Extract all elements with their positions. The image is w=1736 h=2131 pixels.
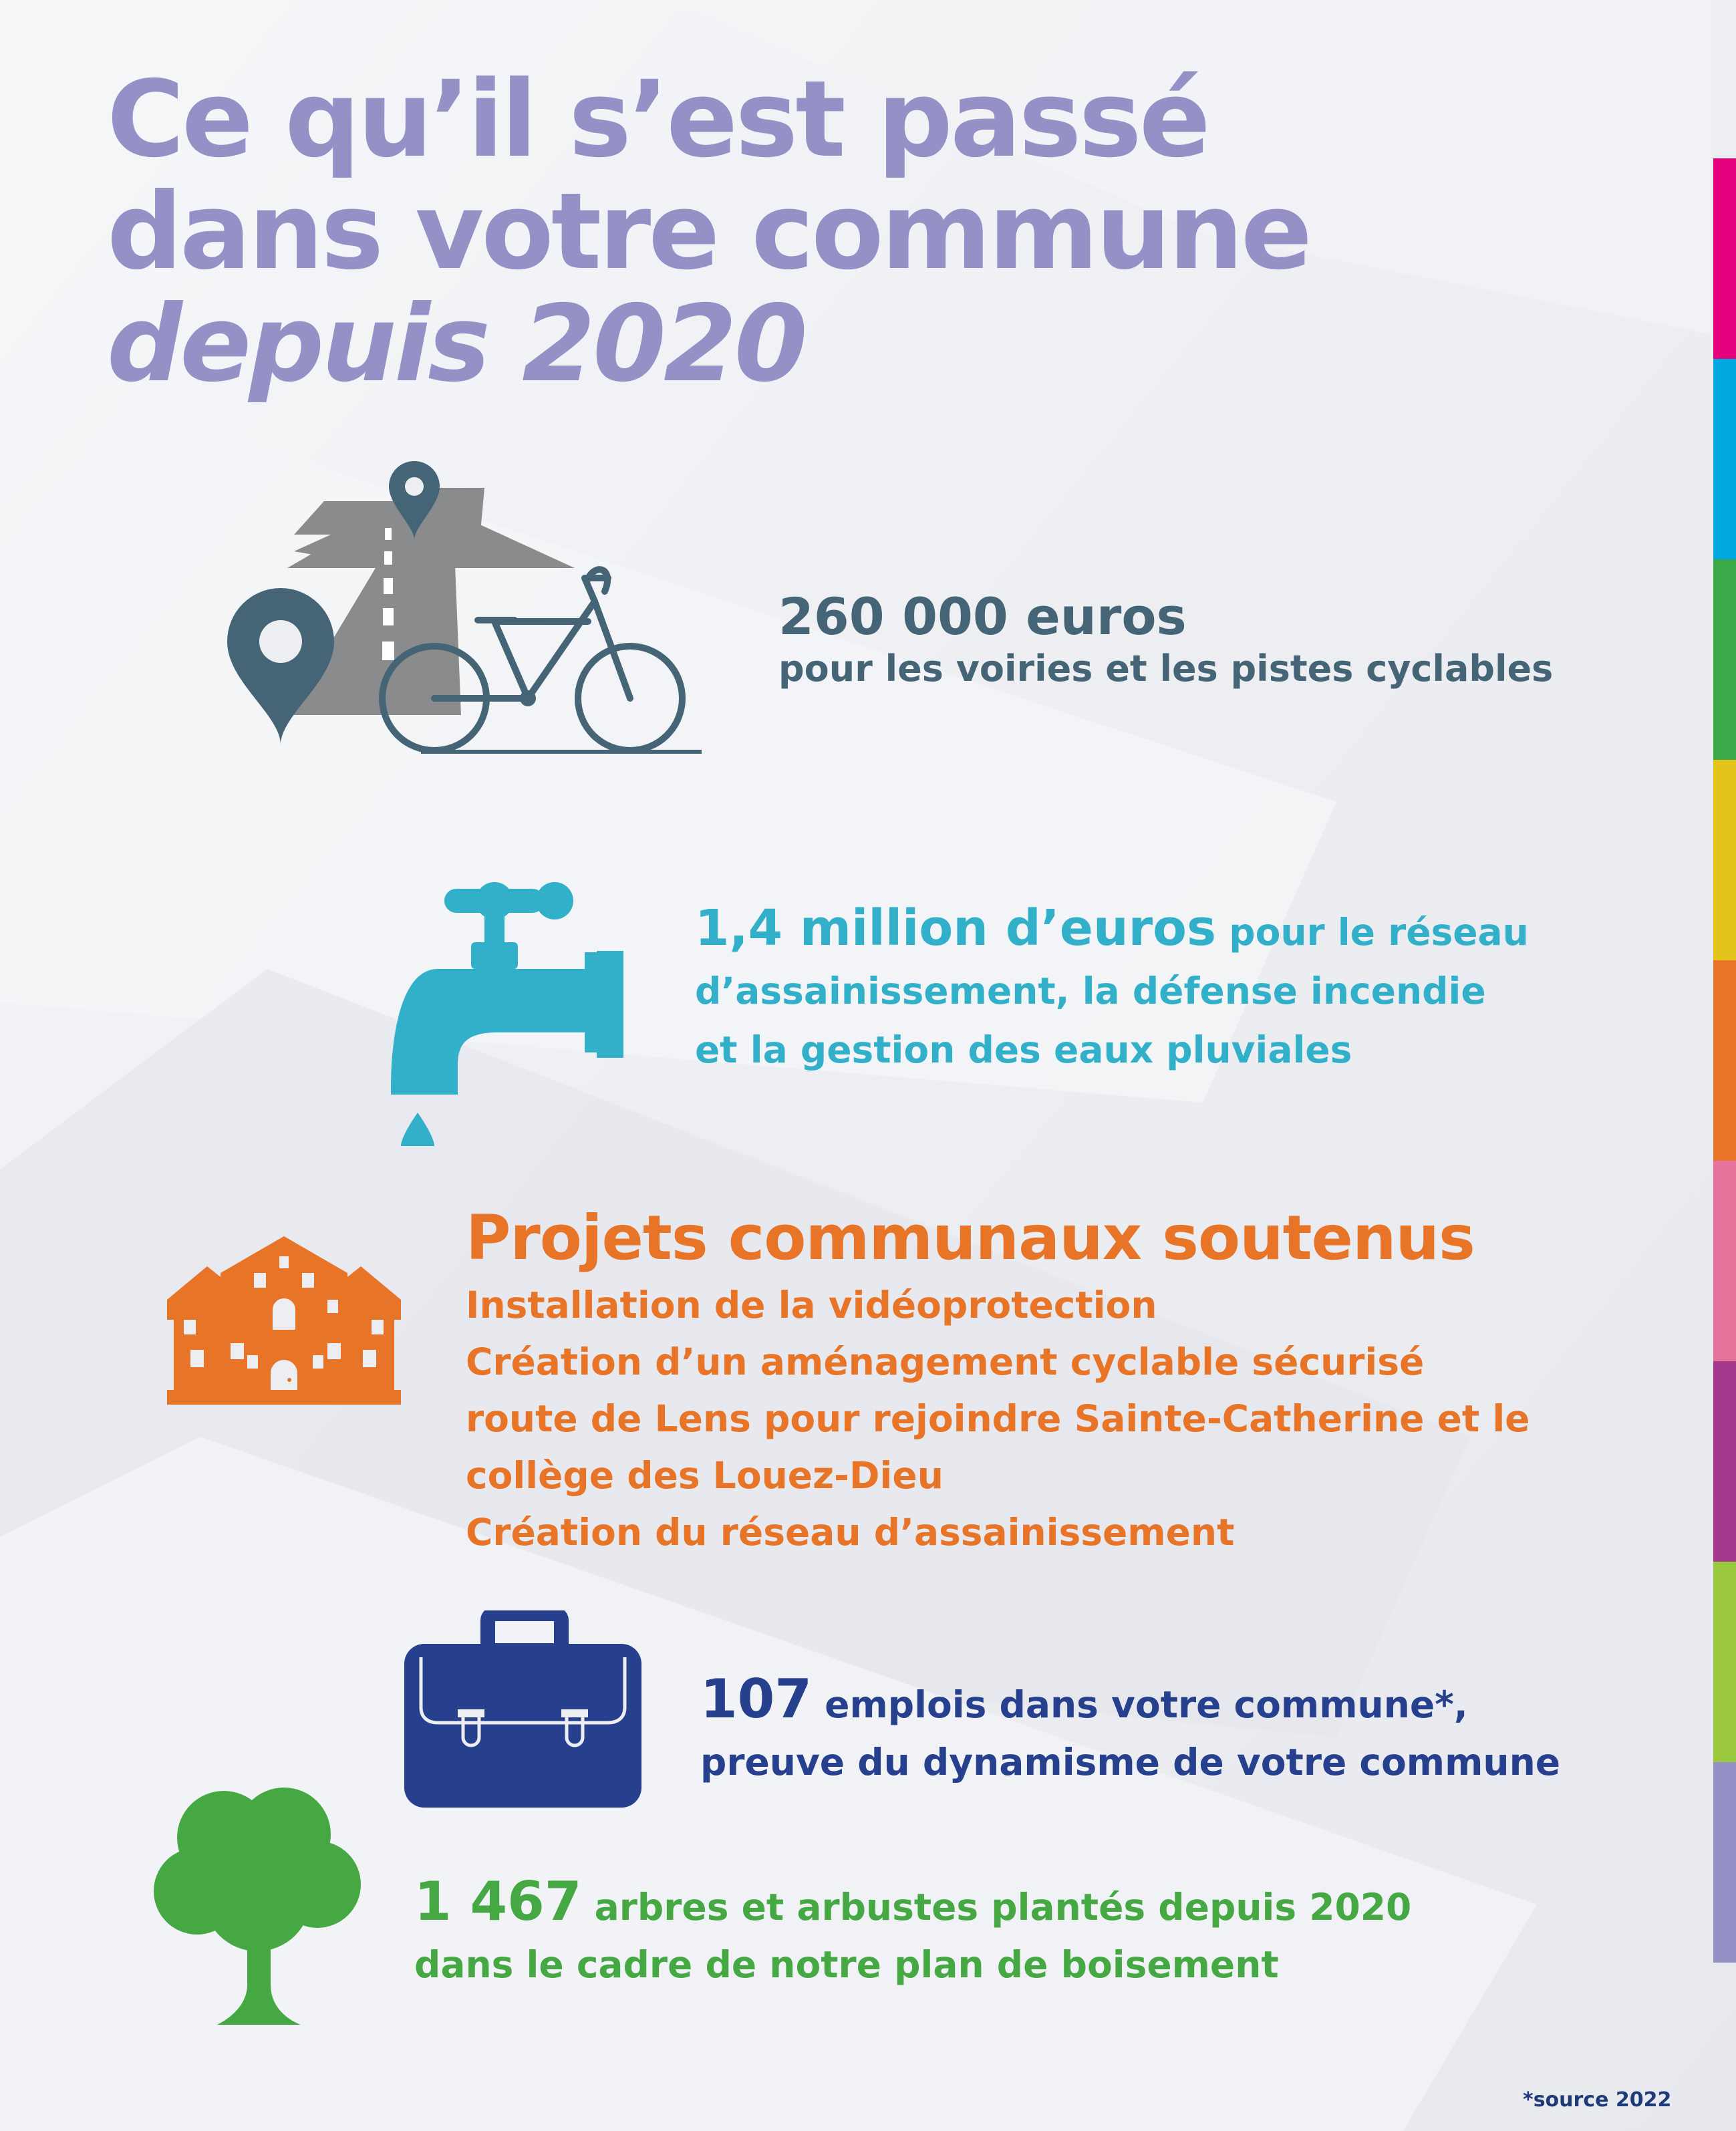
- page-title: [107, 58, 1310, 406]
- water-amount: 1,4 million d’euros: [695, 899, 1217, 957]
- project-item: Création d’un aménagement cyclable sécurisé: [466, 1340, 1425, 1383]
- stripe-segment: [1713, 1762, 1736, 1963]
- roads-block: [778, 587, 1553, 691]
- roads-description: pour les voiries et les pistes cyclables: [778, 648, 1554, 690]
- town-hall-icon: [167, 1236, 401, 1407]
- footnote: *source 2022: [1523, 2088, 1672, 2112]
- project-item: collège des Louez-Dieu: [466, 1454, 944, 1497]
- side-color-stripe: [1713, 158, 1736, 1963]
- stripe-segment: [1713, 359, 1736, 559]
- road-bike-icon: [221, 454, 708, 755]
- jobs-count: 107: [700, 1668, 812, 1730]
- trees-line-1: arbres et arbustes plantés depuis 2020: [581, 1886, 1412, 1929]
- stripe-segment: [1713, 760, 1736, 960]
- jobs-line-2: preuve du dynamisme de votre commune: [700, 1741, 1561, 1784]
- project-item: Installation de la vidéoprotection: [466, 1284, 1157, 1326]
- projects-block: [466, 1199, 1530, 1561]
- stripe-segment: [1713, 559, 1736, 760]
- title-line-3: depuis 2020: [107, 283, 805, 406]
- project-item: route de Lens pour rejoindre Sainte-Catherine et le: [466, 1397, 1530, 1440]
- title-line-1: Ce qu’il s’est passé: [107, 58, 1208, 181]
- title-line-2: dans votre commune: [107, 170, 1310, 293]
- trees-block: [414, 1870, 1412, 1993]
- project-item: Création du réseau d’assainissement: [466, 1511, 1235, 1554]
- water-line-2: d’assainissement, la défense incendie: [695, 970, 1486, 1012]
- stripe-segment: [1713, 1562, 1736, 1762]
- jobs-line-1: emplois dans votre commune*,: [812, 1683, 1468, 1726]
- stripe-segment: [1713, 1161, 1736, 1361]
- stripe-segment: [1713, 158, 1736, 359]
- water-line-3: et la gestion des eaux pluviales: [695, 1028, 1352, 1071]
- jobs-block: [700, 1668, 1561, 1791]
- projects-heading: Projets communaux soutenus: [466, 1202, 1475, 1274]
- roads-amount: 260 000 euros: [778, 587, 1187, 646]
- water-block: [695, 899, 1529, 1079]
- stripe-segment: [1713, 1361, 1736, 1562]
- water-tap-icon: [364, 879, 631, 1146]
- trees-count: 1 467: [414, 1870, 582, 1933]
- trees-line-2: dans le cadre de notre plan de boisement: [414, 1943, 1279, 1986]
- stripe-segment: [1713, 960, 1736, 1161]
- tree-icon: [150, 1784, 364, 2031]
- water-line-1: pour le réseau: [1216, 911, 1529, 954]
- briefcase-icon: [404, 1610, 645, 1811]
